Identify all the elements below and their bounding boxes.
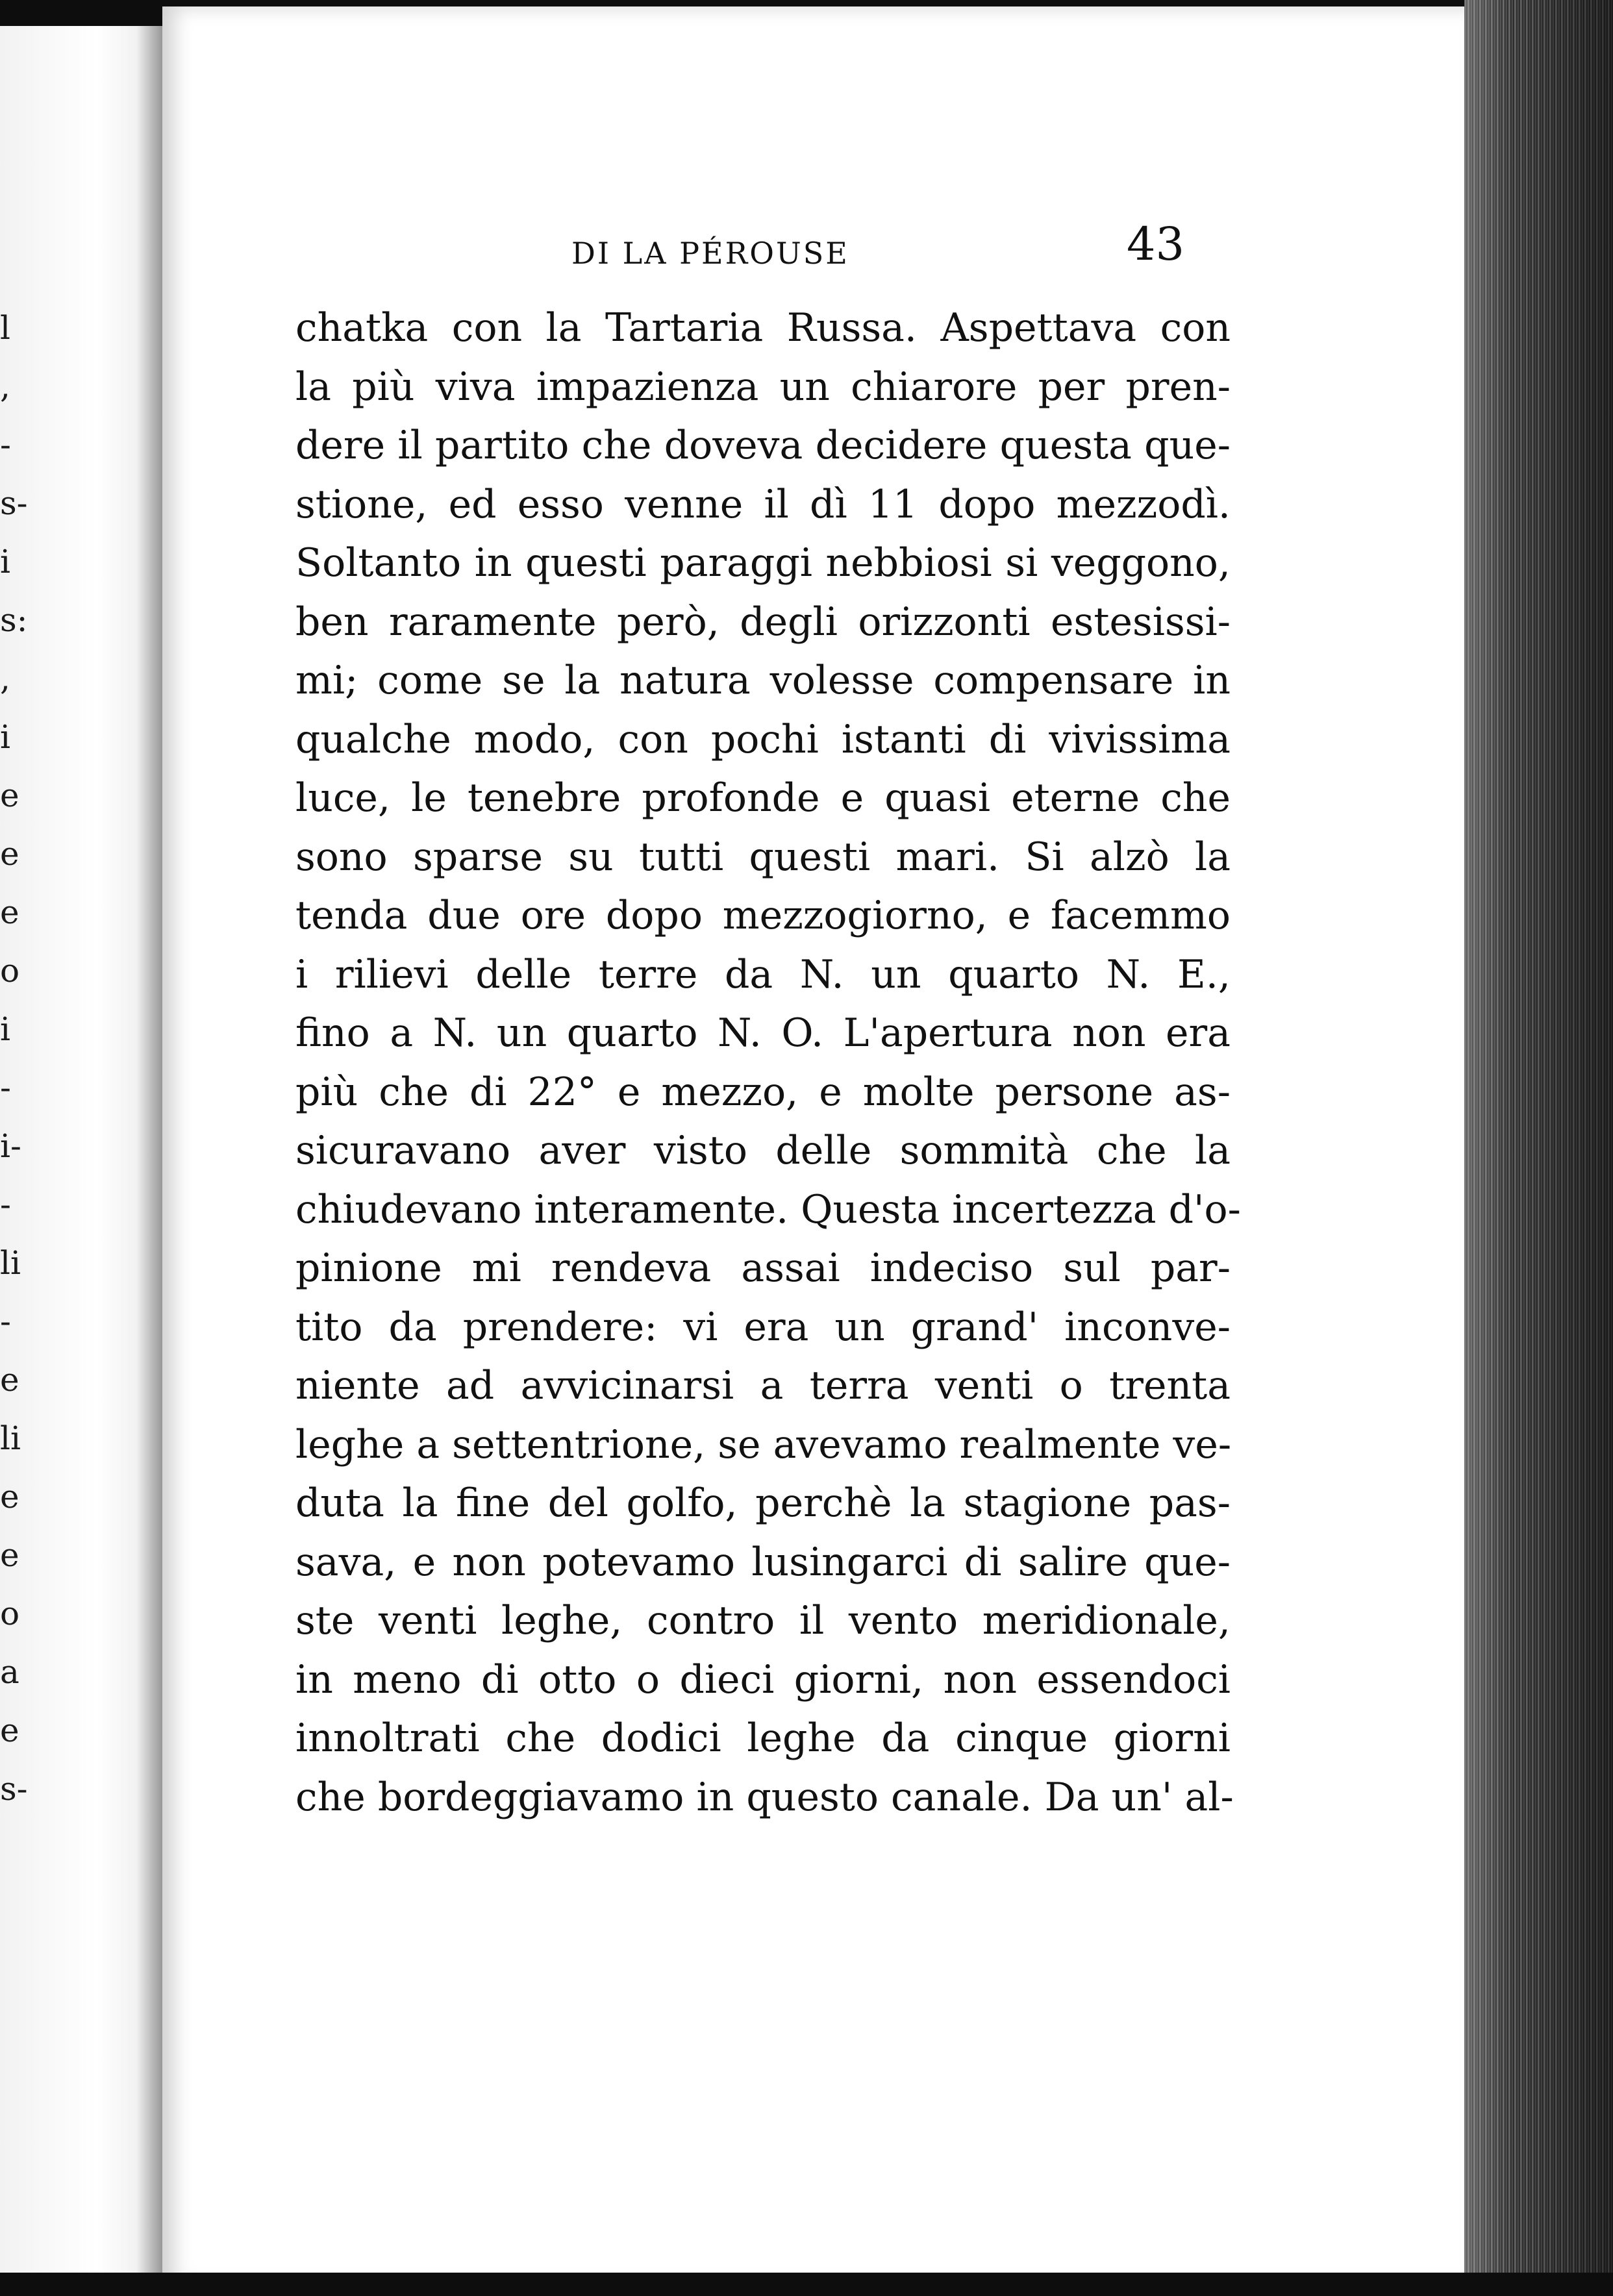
facing-page-fragment: i [0,718,10,756]
facing-page-fragment: - [0,426,11,464]
facing-page-fragment: - [0,1303,11,1340]
text-line: duta la fine del golfo, perchè la stagione pas- [295,1480,1231,1526]
page-block-edge [1464,0,1613,2296]
facing-page-fragment: s: [0,601,28,639]
facing-page-fragment: a [0,1653,19,1691]
text-line: stione, ed esso venne il dì 11 dopo mezzodì. [295,481,1231,527]
text-line: la più viva impazienza un chiarore per pren- [295,364,1231,410]
text-line: Soltanto in questi paraggi nebbiosi si veggono, [295,540,1231,586]
facing-page-fragment: e [0,1536,19,1574]
running-head: DI LA PÉROUSE [571,236,849,271]
text-line: sava, e non potevamo lusingarci di salire que- [295,1539,1231,1585]
bottom-shadow [0,2273,1613,2296]
text-line: più che di 22° e mezzo, e molte persone as- [295,1069,1231,1115]
text-line: leghe a settentrione, se avevamo realmente ve- [295,1421,1232,1467]
text-line: qualche modo, con pochi istanti di vivissima [295,716,1231,762]
text-line: tito da prendere: vi era un grand' inconve- [295,1304,1231,1350]
text-line: innoltrati che dodici leghe da cinque giorni [295,1716,1231,1761]
text-line: i rilievi delle terre da N. un quarto N. E., [295,951,1231,997]
facing-page-fragment: l [0,309,10,347]
facing-page-fragment: s- [0,484,28,522]
text-line: tenda due ore dopo mezzogiorno, e facemmo [295,893,1231,938]
facing-page-fragment: e [0,1478,19,1516]
text-line: sono sparse su tutti questi mari. Si alzò la [295,834,1231,880]
text-line: pinione mi rendeva assai indeciso sul par- [295,1245,1231,1291]
facing-page-fragment: o [0,952,20,990]
facing-page-fragment: o [0,1595,20,1632]
facing-page-fragment: li [0,1419,21,1457]
text-line: dere il partito che doveva decidere questa que- [295,423,1231,468]
facing-page-fragment: - [0,1069,11,1106]
body-text [295,299,1241,1827]
facing-page-fragment: - [0,1186,11,1223]
facing-page-fragment: e [0,1712,19,1749]
text-line: mi; come se la natura volesse compensare in [295,658,1231,703]
text-line: ste venti leghe, contro il vento meridionale, [295,1598,1231,1643]
facing-page-fragment: , [0,368,10,405]
text-line: che bordeggiavamo in questo canale. Da un' al- [295,1774,1234,1820]
facing-page-fragment: s- [0,1770,28,1808]
text-line: ben raramente però, degli orizzonti estesissi- [295,599,1231,645]
facing-page-fragment: i [0,543,10,580]
facing-page-fragment: e [0,893,19,931]
facing-page-fragment: e [0,835,19,873]
facing-page-fragment: li [0,1244,21,1282]
text-line: fino a N. un quarto N. O. L'apertura non era [295,1010,1231,1056]
page-number: 43 [1127,218,1185,271]
text-line: sicuravano aver visto delle sommità che la [295,1128,1231,1173]
text-line: in meno di otto o dieci giorni, non essendoci [295,1656,1231,1703]
page-header [571,218,1221,282]
text-line: chiudevano interamente. Questa incertezza d'o- [295,1186,1241,1232]
text-line: niente ad avvicinarsi a terra venti o trenta [295,1363,1231,1408]
gutter-shadow [136,26,162,2279]
facing-page-fragment: e [0,1361,19,1399]
facing-page-text-fragments [0,26,39,2279]
facing-page-fragment: e [0,777,19,814]
facing-page-fragment: i [0,1010,10,1048]
text-line: luce, le tenebre profonde e quasi eterne che [295,775,1231,821]
text-line: chatka con la Tartaria Russa. Aspettava con [295,305,1231,351]
facing-page-edge [0,26,162,2279]
facing-page-fragment: i- [0,1127,21,1165]
facing-page-fragment: , [0,660,10,697]
